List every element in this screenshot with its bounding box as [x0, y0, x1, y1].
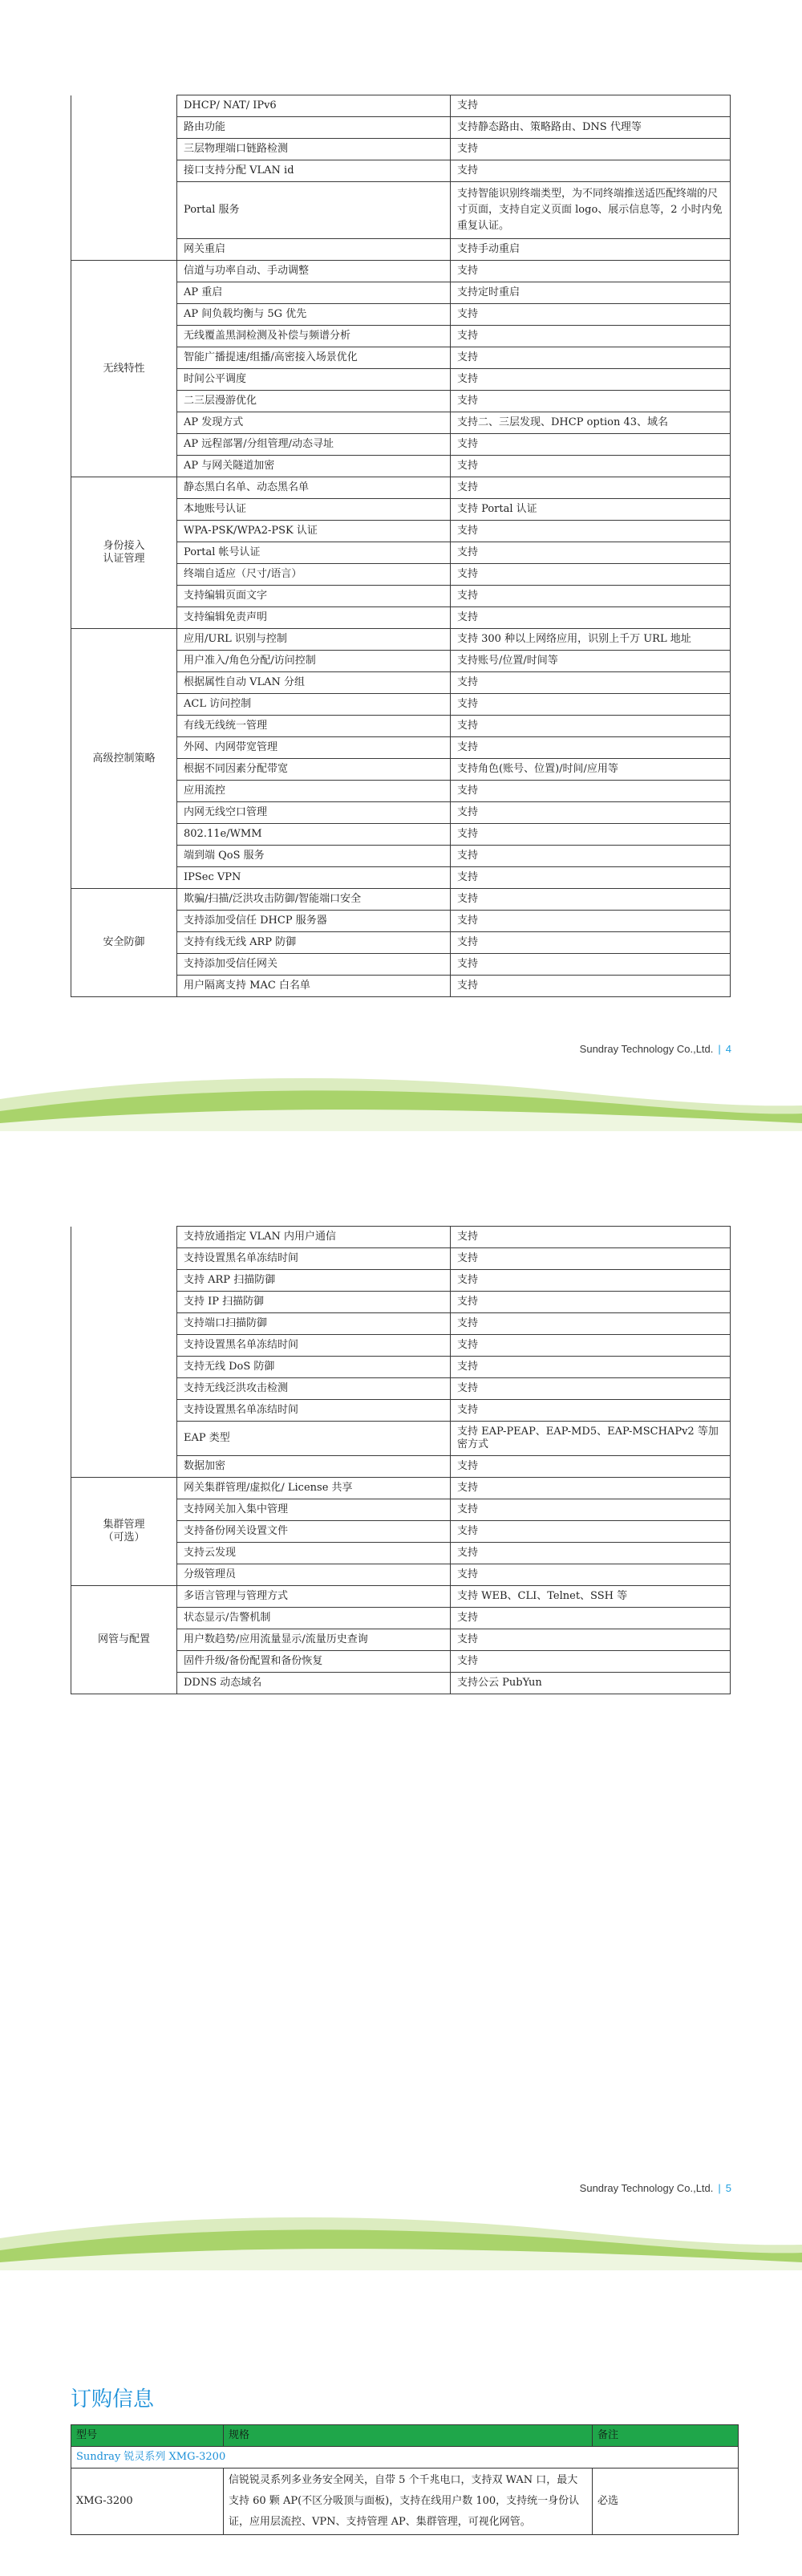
feature-cell: AP 与网关隧道加密 — [177, 456, 451, 477]
feature-cell: AP 发现方式 — [177, 412, 451, 434]
support-cell: 支持公云 PubYun — [451, 1673, 731, 1694]
feature-cell: 用户数趋势/应用流量显示/流量历史查询 — [177, 1629, 451, 1651]
category-cell: 身份接入 认证管理 — [71, 477, 177, 629]
support-cell: 支持 — [451, 1292, 731, 1313]
order-header-row — [71, 2425, 739, 2447]
support-cell: 支持 — [451, 160, 731, 182]
support-cell: 支持 — [451, 737, 731, 759]
category-cell: 网管与配置 — [71, 1586, 177, 1694]
feature-cell: DDNS 动态域名 — [177, 1673, 451, 1694]
feature-cell: 网关集群管理/虚拟化/ License 共享 — [177, 1478, 451, 1499]
feature-cell: WPA-PSK/WPA2-PSK 认证 — [177, 521, 451, 542]
support-cell: 支持 — [451, 694, 731, 716]
order-header-model: 型号 — [71, 2425, 224, 2447]
category-cell: 安全防御 — [71, 889, 177, 997]
support-cell: 支持 — [451, 477, 731, 499]
order-spec-cell: 信锐锐灵系列多业务安全网关，自带 5 个千兆电口，支持双 WAN 口，最大支持 60 颗 AP(不区分吸顶与面板)，支持在线用户数 100，支持统一身份认证，应用层流控、VPN、支持管理 AP、集群管理，可视化网管。 — [224, 2468, 593, 2535]
support-cell: 支持 — [451, 716, 731, 737]
support-cell: 支持静态路由、策略路由、DNS 代理等 — [451, 117, 731, 139]
spec-row — [71, 477, 731, 499]
feature-cell: 内网无线空口管理 — [177, 802, 451, 824]
feature-cell: 信道与功率自动、手动调整 — [177, 261, 451, 282]
feature-cell: 用户准入/角色分配/访问控制 — [177, 651, 451, 672]
support-cell: 支持 — [451, 1357, 731, 1378]
order-note-cell: 必选 — [593, 2468, 739, 2535]
support-cell: 支持 — [451, 1629, 731, 1651]
feature-cell: 支持设置黑名单冻结时间 — [177, 1400, 451, 1422]
feature-cell: 支持添加受信任 DHCP 服务器 — [177, 911, 451, 932]
footer-company: Sundray Technology Co.,Ltd. — [579, 2182, 714, 2194]
support-cell: 支持 — [451, 1478, 731, 1499]
support-cell: 支持 — [451, 369, 731, 391]
order-series-label: Sundray 锐灵系列 XMG-3200 — [71, 2447, 739, 2468]
support-cell: 支持 — [451, 1378, 731, 1400]
support-cell: 支持 — [451, 824, 731, 846]
page-footer — [580, 1043, 731, 1055]
feature-cell: 应用/URL 识别与控制 — [177, 629, 451, 651]
order-table — [71, 2424, 739, 2535]
order-section — [0, 2278, 802, 2576]
support-cell: 支持 — [451, 954, 731, 976]
feature-cell: 无线覆盖黑洞检测及补偿与频谱分析 — [177, 326, 451, 347]
support-cell: 支持 — [451, 1608, 731, 1629]
feature-cell: 根据属性自动 VLAN 分组 — [177, 672, 451, 694]
spec-row — [71, 1227, 731, 1248]
feature-cell: 有线无线统一管理 — [177, 716, 451, 737]
footer-company: Sundray Technology Co.,Ltd. — [579, 1043, 714, 1055]
order-series-row — [71, 2447, 739, 2468]
feature-cell: Portal 帐号认证 — [177, 542, 451, 564]
support-cell: 支持 — [451, 542, 731, 564]
spec-row — [71, 1478, 731, 1499]
support-cell: 支持 — [451, 1335, 731, 1357]
feature-cell: 本地账号认证 — [177, 499, 451, 521]
order-title: 订购信息 — [71, 2387, 155, 2412]
feature-cell: 三层物理端口链路检测 — [177, 139, 451, 160]
feature-cell: AP 间负载均衡与 5G 优先 — [177, 304, 451, 326]
support-cell: 支持 — [451, 1400, 731, 1422]
feature-cell: ACL 访问控制 — [177, 694, 451, 716]
support-cell: 支持 — [451, 261, 731, 282]
feature-cell: DHCP/ NAT/ IPv6 — [177, 95, 451, 117]
support-cell: 支持 300 种以上网络应用，识别上千万 URL 地址 — [451, 629, 731, 651]
feature-cell: 802.11e/WMM — [177, 824, 451, 846]
support-cell: 支持 — [451, 1543, 731, 1564]
feature-cell: 用户隔离支持 MAC 白名单 — [177, 976, 451, 997]
footer-wave-decoration — [0, 1067, 802, 1131]
feature-cell: 支持无线泛洪攻击检测 — [177, 1378, 451, 1400]
feature-cell: 支持网关加入集中管理 — [177, 1499, 451, 1521]
support-cell: 支持 — [451, 95, 731, 117]
support-cell: 支持 — [451, 347, 731, 369]
support-cell: 支持 — [451, 326, 731, 347]
spec-row — [71, 95, 731, 117]
feature-cell: 智能广播提速/组播/高密接入场景优化 — [177, 347, 451, 369]
support-cell: 支持 — [451, 1651, 731, 1673]
support-cell: 支持手动重启 — [451, 239, 731, 261]
support-cell: 支持 — [451, 846, 731, 867]
feature-cell: 支持放通指定 VLAN 内用户通信 — [177, 1227, 451, 1248]
support-cell: 支持 WEB、CLI、Telnet、SSH 等 — [451, 1586, 731, 1608]
feature-cell: 根据不同因素分配带宽 — [177, 759, 451, 781]
page-4 — [0, 0, 802, 1139]
spec-row — [71, 1586, 731, 1608]
feature-cell: 支持设置黑名单冻结时间 — [177, 1248, 451, 1270]
support-cell: 支持智能识别终端类型，为不同终端推送适匹配终端的尺寸页面，支持自定义页面 logo、展示信息等，2 小时内免重复认证。 — [451, 182, 731, 239]
spec-row — [71, 889, 731, 911]
support-cell: 支持 — [451, 802, 731, 824]
feature-cell: IPSec VPN — [177, 867, 451, 889]
feature-cell: 多语言管理与管理方式 — [177, 1586, 451, 1608]
feature-cell: 支持无线 DoS 防御 — [177, 1357, 451, 1378]
footer-page-number: 5 — [725, 2182, 731, 2194]
feature-cell: 支持备份网关设置文件 — [177, 1521, 451, 1543]
feature-cell: 时间公平调度 — [177, 369, 451, 391]
feature-cell: AP 远程部署/分组管理/动态寻址 — [177, 434, 451, 456]
feature-cell: 支持编辑页面文字 — [177, 586, 451, 607]
category-cell — [71, 1227, 177, 1478]
feature-cell: 端到端 QoS 服务 — [177, 846, 451, 867]
category-cell: 集群管理 （可选） — [71, 1478, 177, 1586]
support-cell: 支持角色(账号、位置)/时间/应用等 — [451, 759, 731, 781]
support-cell: 支持 — [451, 456, 731, 477]
feature-cell: 支持设置黑名单冻结时间 — [177, 1335, 451, 1357]
support-cell: 支持 — [451, 911, 731, 932]
feature-cell: 接口支持分配 VLAN id — [177, 160, 451, 182]
feature-cell: 静态黑白名单、动态黑名单 — [177, 477, 451, 499]
support-cell: 支持 EAP-PEAP、EAP-MD5、EAP-MSCHAPv2 等加密方式 — [451, 1422, 731, 1456]
spec-row — [71, 629, 731, 651]
page-footer — [580, 2182, 731, 2194]
feature-cell: Portal 服务 — [177, 182, 451, 239]
support-cell: 支持二、三层发现、DHCP option 43、域名 — [451, 412, 731, 434]
order-product-row — [71, 2468, 739, 2535]
footer-separator: | — [718, 2182, 721, 2194]
feature-cell: 固件升级/备份配置和备份恢复 — [177, 1651, 451, 1673]
support-cell: 支持定时重启 — [451, 282, 731, 304]
order-header-note: 备注 — [593, 2425, 739, 2447]
support-cell: 支持 — [451, 1499, 731, 1521]
page-5 — [0, 1139, 802, 2278]
feature-cell: 支持 ARP 扫描防御 — [177, 1270, 451, 1292]
spec-table-page5 — [71, 1226, 731, 1694]
support-cell: 支持 — [451, 672, 731, 694]
feature-cell: 支持 IP 扫描防御 — [177, 1292, 451, 1313]
feature-cell: 支持端口扫描防御 — [177, 1313, 451, 1335]
support-cell: 支持 — [451, 586, 731, 607]
feature-cell: 外网、内网带宽管理 — [177, 737, 451, 759]
support-cell: 支持 Portal 认证 — [451, 499, 731, 521]
support-cell: 支持 — [451, 304, 731, 326]
feature-cell: 应用流控 — [177, 781, 451, 802]
support-cell: 支持 — [451, 1248, 731, 1270]
footer-separator: | — [718, 1043, 721, 1055]
feature-cell: AP 重启 — [177, 282, 451, 304]
support-cell: 支持账号/位置/时间等 — [451, 651, 731, 672]
feature-cell: 支持有线无线 ARP 防御 — [177, 932, 451, 954]
support-cell: 支持 — [451, 889, 731, 911]
support-cell: 支持 — [451, 1227, 731, 1248]
feature-cell: 路由功能 — [177, 117, 451, 139]
support-cell: 支持 — [451, 1564, 731, 1586]
order-header-spec: 规格 — [224, 2425, 593, 2447]
footer-page-number: 4 — [725, 1043, 731, 1055]
feature-cell: 网关重启 — [177, 239, 451, 261]
order-model-cell: XMG-3200 — [71, 2468, 224, 2535]
support-cell: 支持 — [451, 867, 731, 889]
feature-cell: 支持编辑免责声明 — [177, 607, 451, 629]
category-cell: 高级控制策略 — [71, 629, 177, 889]
support-cell: 支持 — [451, 976, 731, 997]
feature-cell: 二三层漫游优化 — [177, 391, 451, 412]
support-cell: 支持 — [451, 1270, 731, 1292]
feature-cell: 支持云发现 — [177, 1543, 451, 1564]
feature-cell: 欺骗/扫描/泛洪攻击防御/智能端口安全 — [177, 889, 451, 911]
feature-cell: EAP 类型 — [177, 1422, 451, 1456]
feature-cell: 数据加密 — [177, 1456, 451, 1478]
support-cell: 支持 — [451, 139, 731, 160]
support-cell: 支持 — [451, 521, 731, 542]
category-cell — [71, 95, 177, 261]
support-cell: 支持 — [451, 781, 731, 802]
support-cell: 支持 — [451, 932, 731, 954]
feature-cell: 分级管理员 — [177, 1564, 451, 1586]
support-cell: 支持 — [451, 1456, 731, 1478]
support-cell: 支持 — [451, 1521, 731, 1543]
spec-row — [71, 261, 731, 282]
feature-cell: 支持添加受信任网关 — [177, 954, 451, 976]
feature-cell: 状态显示/告警机制 — [177, 1608, 451, 1629]
support-cell: 支持 — [451, 607, 731, 629]
support-cell: 支持 — [451, 564, 731, 586]
spec-table-page4 — [71, 95, 731, 997]
category-cell: 无线特性 — [71, 261, 177, 477]
support-cell: 支持 — [451, 391, 731, 412]
support-cell: 支持 — [451, 1313, 731, 1335]
footer-wave-decoration — [0, 2206, 802, 2270]
feature-cell: 终端自适应（尺寸/语言） — [177, 564, 451, 586]
support-cell: 支持 — [451, 434, 731, 456]
